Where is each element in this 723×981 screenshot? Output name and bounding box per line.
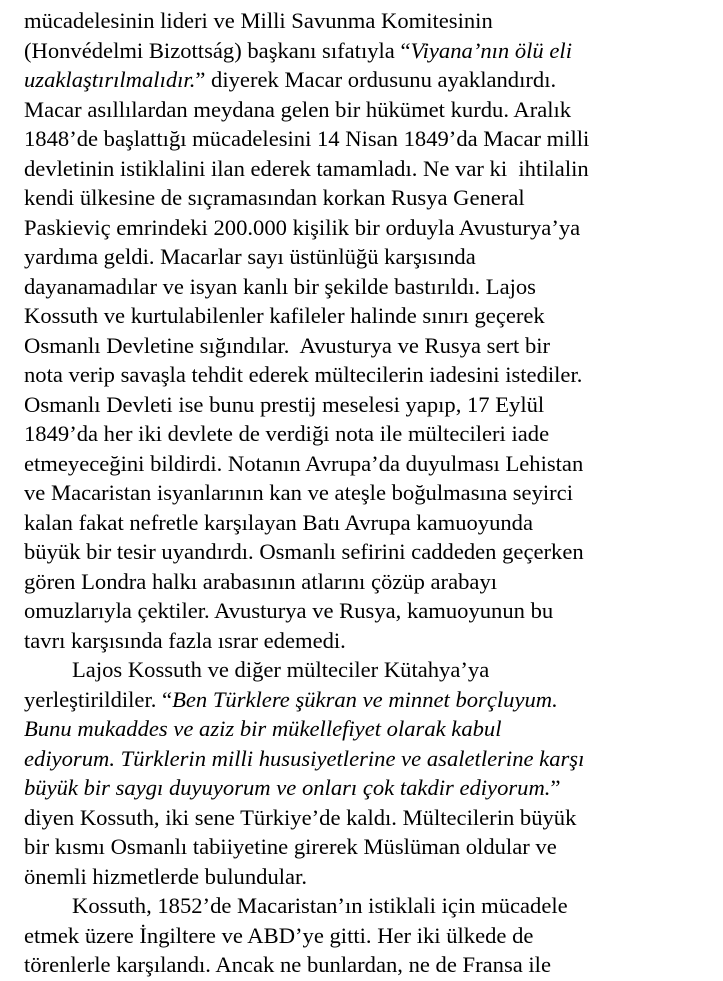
quote-text: büyük bir saygı duyuyorum ve onları çok takdir ediyorum. <box>24 775 551 800</box>
body-text: 1848’de başlattığı mücadelesini 14 Nisan 1849’da Macar milli <box>24 126 590 151</box>
text-line <box>24 124 709 154</box>
body-text: (Honvédelmi Bizottság) başkanı sıfatıyla “ <box>24 37 411 63</box>
body-text: ve Macaristan isyanlarının kan ve ateşle boğulmasına seyirci <box>24 480 573 505</box>
body-text: nota verip savaşla tehdit ederek mültecilerin iadesini istediler. <box>24 362 583 387</box>
text-line <box>24 390 709 420</box>
text-line <box>24 832 709 862</box>
body-text: Macar asıllılardan meydana gelen bir hükümet kurdu. Aralık <box>24 96 572 122</box>
body-text: gören Londra halkı arabasının atlarını çözüp arabayı <box>24 568 498 594</box>
quote-text: Ben Türklere şükran ve minnet borçluyum. <box>172 686 558 712</box>
text-line <box>24 301 709 331</box>
body-text: omuzlarıyla çektiler. Avusturya ve Rusya, kamuoyunun bu <box>24 598 554 623</box>
body-text: Osmanlı Devletine sığındılar. Avusturya ve Rusya sert bir <box>24 332 551 358</box>
text-line <box>24 891 709 921</box>
text-line <box>24 95 709 125</box>
body-text: Kossuth ve kurtulabilenler kafileler halinde sınırı geçerek <box>24 303 545 328</box>
text-line <box>24 419 709 449</box>
body-text: etmek üzere İngiltere ve ABD’ye gitti. Her iki ülkede de <box>24 922 534 948</box>
text-line <box>24 921 709 951</box>
body-text: Osmanlı Devleti ise bunu prestij meselesi yapıp, 17 Eylül <box>24 391 545 417</box>
body-text: diyen Kossuth, iki sene Türkiye’de kaldı. Mültecilerin büyük <box>24 804 577 830</box>
text-line <box>24 272 709 302</box>
body-text: etmeyeceğini bildirdi. Notanın Avrupa’da duyulması Lehistan <box>24 450 584 476</box>
text-line <box>24 596 709 626</box>
text-line <box>24 626 709 656</box>
text-line <box>24 537 709 567</box>
text-line <box>24 154 709 184</box>
body-text: tavrı karşısında fazla ısrar edemedi. <box>24 627 346 653</box>
text-line <box>24 655 709 685</box>
text-line <box>24 242 709 272</box>
text-line <box>24 685 709 715</box>
body-text: yerleştirildiler. “ <box>24 686 173 712</box>
text-line <box>24 508 709 538</box>
text-line <box>24 773 709 803</box>
document-page <box>24 6 709 980</box>
text-line <box>24 65 709 95</box>
text-line <box>24 950 709 980</box>
body-text: devletinin istiklalini ilan ederek tamamladı. Ne var ki ihtilalin <box>24 155 589 181</box>
text-line <box>24 744 709 774</box>
quote-text: Bunu mukaddes ve aziz bir mükellefiyet olarak kabul <box>24 716 502 741</box>
text-line <box>24 478 709 508</box>
text-line <box>24 183 709 213</box>
body-text: Lajos Kossuth ve diğer mülteciler Kütahya’ya <box>72 657 490 682</box>
text-line <box>24 714 709 744</box>
text-line <box>24 803 709 833</box>
text-line <box>24 360 709 390</box>
quote-text: Viyana’nın ölü eli <box>410 37 572 63</box>
body-text: bir kısmı Osmanlı tabiiyetine girerek Müslüman oldular ve <box>24 834 557 859</box>
quote-text: ediyorum. Türklerin milli hususiyetlerine ve asaletlerine karşı <box>24 745 585 771</box>
body-text: önemli hizmetlerde bulundular. <box>24 863 307 889</box>
body-text: törenlerle karşılandı. Ancak ne bunlardan, ne de Fransa ile <box>24 952 551 977</box>
body-text: kalan fakat nefretle karşılayan Batı Avrupa kamuoyunda <box>24 509 533 535</box>
text-line <box>24 331 709 361</box>
text-line <box>24 862 709 892</box>
text-line <box>24 449 709 479</box>
body-text: kendi ülkesine de sıçramasından korkan Rusya General <box>24 185 525 210</box>
text-line <box>24 567 709 597</box>
body-text: dayanamadılar ve isyan kanlı bir şekilde bastırıldı. Lajos <box>24 273 536 299</box>
body-text: ” <box>550 775 561 800</box>
text-line <box>24 6 709 36</box>
body-text: mücadelesinin lideri ve Milli Savunma Komitesinin <box>24 8 493 33</box>
body-text: 1849’da her iki devlete de verdiği nota ile mültecileri iade <box>24 421 550 446</box>
body-text: büyük bir tesir uyandırdı. Osmanlı sefirini caddeden geçerken <box>24 539 584 564</box>
body-text: Kossuth, 1852’de Macaristan’ın istiklali için mücadele <box>72 893 568 918</box>
text-line <box>24 36 709 66</box>
body-text: ” diyerek Macar ordusunu ayaklandırdı. <box>195 67 557 92</box>
quote-text: uzaklaştırılmalıdır. <box>24 67 196 92</box>
body-text: yardıma geldi. Macarlar sayı üstünlüğü karşısında <box>24 244 476 269</box>
body-text: Paskieviç emrindeki 200.000 kişilik bir orduyla Avusturya’ya <box>24 214 581 240</box>
text-line <box>24 213 709 243</box>
